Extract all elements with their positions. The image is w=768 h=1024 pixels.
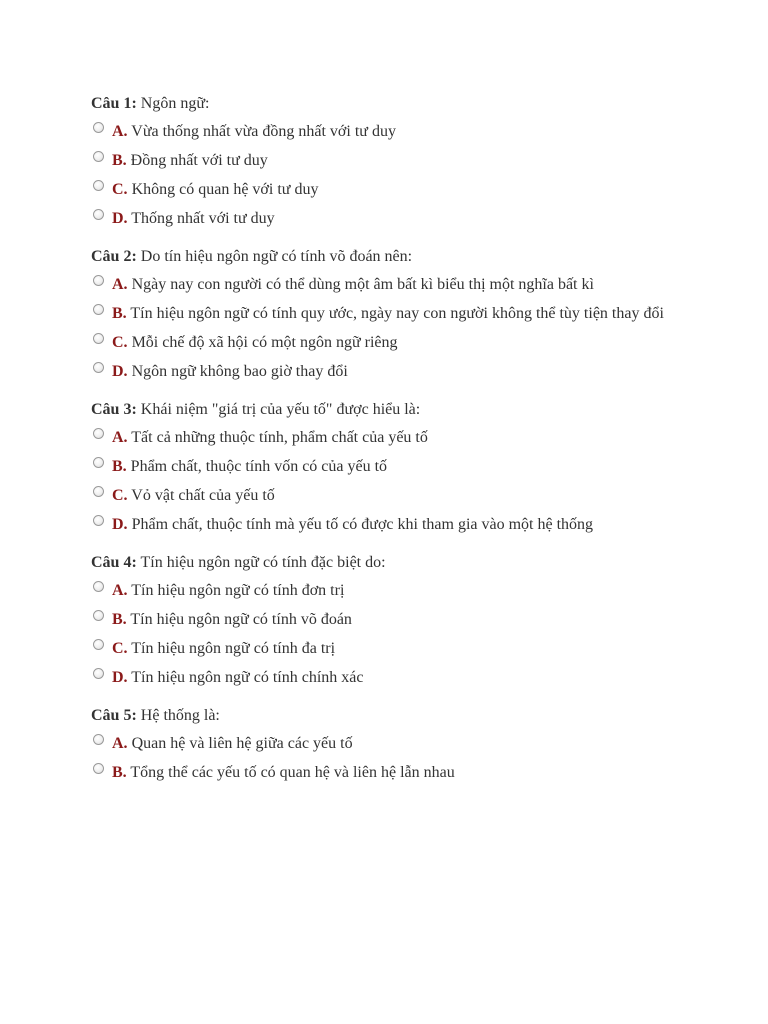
option-letter: D. (112, 669, 128, 686)
question-5 (91, 705, 691, 784)
radio-button-icon[interactable] (93, 457, 104, 468)
question-4-option-c[interactable] (91, 638, 691, 660)
option-letter: B. (112, 152, 127, 169)
question-3-option-d[interactable] (91, 514, 631, 536)
radio-button-icon[interactable] (93, 668, 104, 679)
question-1-option-c[interactable] (91, 179, 691, 201)
question-number: Câu 1: (91, 95, 137, 112)
option-text: Tín hiệu ngôn ngữ có tính võ đoán (130, 611, 352, 628)
question-number: Câu 2: (91, 248, 137, 265)
option-letter: C. (112, 181, 128, 198)
option-letter: D. (112, 516, 128, 533)
question-2-option-d[interactable] (91, 361, 691, 383)
question-4-option-d[interactable] (91, 667, 421, 689)
question-2-option-a[interactable] (91, 274, 671, 296)
question-1-prompt (91, 93, 691, 115)
option-letter: D. (112, 210, 128, 227)
option-text: Ngày nay con người có thể dùng một âm bất kì biểu thị một nghĩa bất kì (131, 276, 594, 293)
option-text: Không có quan hệ với tư duy (131, 181, 319, 198)
question-3-prompt (91, 399, 691, 421)
quiz-document (91, 93, 691, 800)
question-4-prompt (91, 552, 691, 574)
question-5-option-a[interactable] (91, 733, 691, 755)
option-text: Tín hiệu ngôn ngữ có tính quy ước, ngày nay con người không thể tùy tiện thay đổi (130, 305, 664, 322)
radio-button-icon[interactable] (93, 122, 104, 133)
option-letter: D. (112, 363, 128, 380)
radio-button-icon[interactable] (93, 333, 104, 344)
option-text: Ngôn ngữ không bao giờ thay đổi (131, 363, 348, 380)
option-letter: A. (112, 582, 128, 599)
option-text: Mỗi chế độ xã hội có một ngôn ngữ riêng (131, 334, 398, 351)
option-letter: C. (112, 334, 128, 351)
radio-button-icon[interactable] (93, 362, 104, 373)
question-3-option-a[interactable] (91, 427, 691, 449)
option-letter: A. (112, 276, 128, 293)
radio-button-icon[interactable] (93, 581, 104, 592)
radio-button-icon[interactable] (93, 515, 104, 526)
option-text: Tín hiệu ngôn ngữ có tính chính xác (131, 669, 364, 686)
option-text: Tất cả những thuộc tính, phẩm chất của yếu tố (131, 429, 428, 446)
question-4-option-a[interactable] (91, 580, 691, 602)
radio-button-icon[interactable] (93, 486, 104, 497)
radio-button-icon[interactable] (93, 180, 104, 191)
question-4 (91, 552, 691, 689)
option-text: Vỏ vật chất của yếu tố (131, 487, 275, 504)
option-letter: C. (112, 487, 128, 504)
question-number: Câu 3: (91, 401, 137, 418)
option-text: Phẩm chất, thuộc tính vốn có của yếu tố (130, 458, 388, 475)
radio-button-icon[interactable] (93, 763, 104, 774)
question-2-prompt (91, 246, 691, 268)
option-letter: A. (112, 123, 128, 140)
option-text: Đồng nhất với tư duy (130, 152, 268, 169)
question-2-option-c[interactable] (91, 332, 691, 354)
option-text: Phẩm chất, thuộc tính mà yếu tố có được khi tham gia vào một hệ thống (131, 516, 594, 533)
option-text: Tín hiệu ngôn ngữ có tính đơn trị (131, 582, 345, 599)
question-3 (91, 399, 691, 536)
question-number: Câu 5: (91, 707, 137, 724)
question-2 (91, 246, 691, 383)
option-letter: B. (112, 458, 127, 475)
option-letter: B. (112, 611, 127, 628)
option-text: Thống nhất với tư duy (131, 210, 275, 227)
question-1 (91, 93, 691, 230)
radio-button-icon[interactable] (93, 304, 104, 315)
radio-button-icon[interactable] (93, 209, 104, 220)
question-number: Câu 4: (91, 554, 137, 571)
question-3-option-b[interactable] (91, 456, 691, 478)
question-1-option-b[interactable] (91, 150, 691, 172)
question-text: Khái niệm "giá trị của yếu tố" được hiểu là: (140, 401, 421, 418)
radio-button-icon[interactable] (93, 639, 104, 650)
option-text: Vừa thống nhất vừa đồng nhất với tư duy (131, 123, 396, 140)
question-1-option-d[interactable] (91, 208, 691, 230)
question-text: Hệ thống là: (140, 707, 220, 724)
radio-button-icon[interactable] (93, 151, 104, 162)
radio-button-icon[interactable] (93, 734, 104, 745)
radio-button-icon[interactable] (93, 428, 104, 439)
option-letter: C. (112, 640, 128, 657)
option-letter: B. (112, 764, 127, 781)
question-4-option-b[interactable] (91, 609, 691, 631)
option-letter: A. (112, 735, 128, 752)
option-letter: B. (112, 305, 127, 322)
radio-button-icon[interactable] (93, 610, 104, 621)
option-text: Tín hiệu ngôn ngữ có tính đa trị (131, 640, 336, 657)
question-2-option-b[interactable] (91, 303, 671, 325)
option-letter: A. (112, 429, 128, 446)
question-text: Do tín hiệu ngôn ngữ có tính võ đoán nên: (140, 248, 413, 265)
question-5-prompt (91, 705, 691, 727)
question-text: Ngôn ngữ: (140, 95, 210, 112)
question-5-option-b[interactable] (91, 762, 471, 784)
question-1-option-a[interactable] (91, 121, 421, 143)
question-text: Tín hiệu ngôn ngữ có tính đặc biệt do: (140, 554, 386, 571)
question-3-option-c[interactable] (91, 485, 691, 507)
option-text: Quan hệ và liên hệ giữa các yếu tố (131, 735, 353, 752)
option-text: Tổng thể các yếu tố có quan hệ và liên hệ lẫn nhau (130, 764, 455, 781)
radio-button-icon[interactable] (93, 275, 104, 286)
